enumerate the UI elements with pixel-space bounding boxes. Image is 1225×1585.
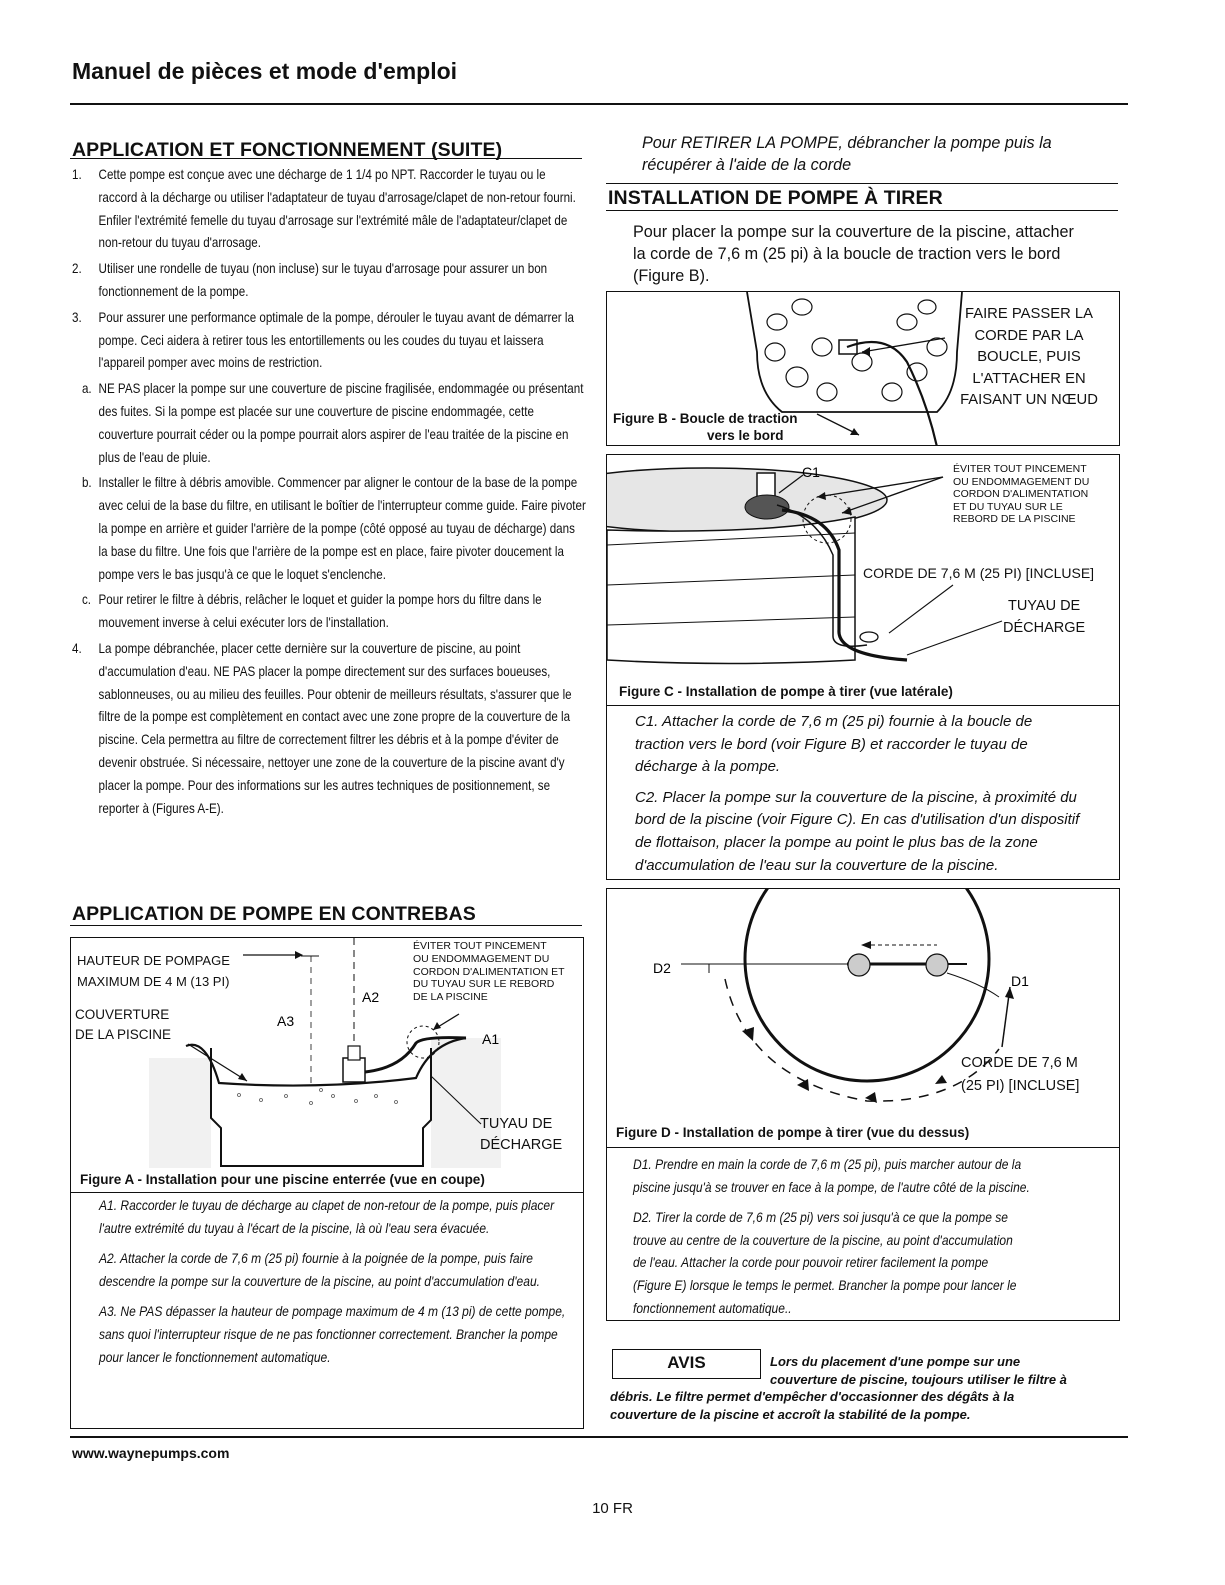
remove-pump-intro [642,132,1052,176]
pump-shape [343,1058,365,1082]
label-discharge-hose [480,1114,562,1156]
figure-c-notes [635,711,1079,877]
list-item [72,163,587,254]
list-item [72,377,587,468]
note-line: C2. Placer la pompe sur la couverture de la piscine, à proximité du [635,788,1077,806]
figure-a-box [70,937,584,1429]
label-line: CORDE PAR LA [974,327,1084,344]
label-line: FAISANT UN NŒUD [960,392,1098,408]
figure-a-notes [99,1194,584,1368]
list-item [72,588,587,634]
pump-start [926,954,948,976]
list-number: c. [81,591,91,608]
list-number: a. [81,380,92,397]
section-rule [70,158,582,159]
label-line: TUYAU DE [480,1116,553,1132]
label-rope-included [961,1052,1079,1098]
figure-d-caption: Figure D - Installation de pompe à tirer (vue du dessus) [616,1125,970,1140]
caption-line: vers le bord [707,428,784,443]
list-number: 3. [72,308,82,325]
ground-texture [149,1038,501,1168]
text-line: Pour RETIRER LA POMPE, débrancher la pompe puis la [642,134,1052,152]
section-rule [606,183,1118,184]
pool-outline-top [745,889,989,1081]
text-line: Pour placer la pompe sur la couverture de la piscine, attacher [633,223,1074,241]
figure-a-caption: Figure A - Installation pour une piscine enterrée (vue en coupe) [80,1172,485,1187]
water-dots [238,1089,398,1105]
label-line: DÉCHARGE [480,1137,563,1153]
label-line: CORDE DE 7,6 M [961,1055,1078,1071]
label-line: DE LA PISCINE [413,991,488,1004]
section-rule [70,925,582,926]
label-line: ET DU TUYAU SUR LE [953,500,1063,513]
list-item [72,471,587,585]
list-text: La pompe débranchée, placer cette dernière sur la couverture de piscine, au point d'accumulation d'eau. NE PAS placer la pompe directement sur des surfaces boueuses, sablonneuses, ou au milieu des feuilles. Pour obtenir de meilleurs résultats, s'assurer que le filtre de la pompe est complètement en contact avec une zone propre de la couverture de la piscine. Cela permettra au filtre de correctement filtrer les débris et à la pompe d'éviter de devenir obstruée. Si nécessaire, nettoyer une zone de la couverture de la piscine avant d'y placer la pompe. Pour des informations sur les autres techniques de positionnement, se reporter à (Figures A-E). [98,639,572,816]
figure-b-box [606,291,1120,446]
caption-rule [71,1192,584,1193]
label-line: CORDON D'ALIMENTATION [953,488,1089,500]
label-line: DU TUYAU SUR LE REBORD [413,978,555,991]
text-line: récupérer à l'aide de la corde [642,156,852,174]
caption-line: Figure B - Boucle de traction [613,411,798,426]
list-text: Pour assurer une performance optimale de la pompe, dérouler le tuyau avant de démarrer la pompe. Ceci aidera à retirer tous les entortillements ou les coudes du tuyau et laissera l'appareil pomper avec moins de restriction. [98,308,574,371]
note-a3: A3. Ne PAS dépasser la hauteur de pompage maximum de 4 m (13 pi) de cette pompe, sans quoi l'interrupteur risque de ne pas fonctionner correctement. Brancher la pompe pour lancer le fonctionnement automatique. [99,1303,566,1365]
label-line: FAIRE PASSER LA [964,306,1093,322]
figure-d-notes [633,1153,1115,1319]
note-line: D2. Tirer la corde de 7,6 m (25 pi) vers soi jusqu'à ce que la pompe se [633,1209,1008,1226]
callout-pass-rope [951,304,1107,412]
note-line: piscine jusqu'à se trouver en face à la pompe, de l'autre côté de la piscine. [633,1178,1030,1195]
label-pool-cover [75,1005,171,1045]
list-number: 4. [72,639,82,656]
list-item [72,257,587,303]
list-text: NE PAS placer la pompe sur une couverture de piscine fragilisée, endommagée ou présentant des fuites. Si la pompe est placée sur une couverture de piscine endommagée, cette couverture pourrait céder ou la pompe pourrait alors aspirer de l'eau traitée de la piscine en plus de l'eau de pluie. [98,380,584,465]
section-title-downhill: APPLICATION DE POMPE EN CONTREBAS [72,903,476,925]
label-line: ÉVITER TOUT PINCEMENT [953,463,1087,475]
note-a1: A1. Raccorder le tuyau de décharge au clapet de non-retour de la pompe, puis placer l'autre extrémité du tuyau à l'écart de la piscine, là où l'eau sera évacuée. [99,1197,555,1236]
figure-c-caption: Figure C - Installation de pompe à tirer (vue latérale) [619,684,953,699]
label-line: (25 PI) [INCLUSE] [961,1078,1080,1094]
note-line: de flottaison, placer la pompe au point le plus bas de la zone [635,833,1038,851]
note-line: traction vers le bord (voir Figure B) et raccorder le tuyau de [635,735,1028,753]
label-line: MAXIMUM DE 4 M (13 PI) [77,974,230,989]
label-a1: A1 [482,1031,500,1047]
notice-line: débris. Le filtre permet d'empêcher d'occasionner des dégâts à la [610,1389,1015,1404]
note-line: d'accumulation de l'eau sur la couverture de la piscine. [635,856,999,874]
note-line: trouve au centre de la couverture de la piscine, au point d'accumulation [633,1231,1013,1248]
list-text: Utiliser une rondelle de tuyau (non incluse) sur le tuyau d'arrosage pour assurer un bon fonctionnement de la pompe. [98,260,548,299]
label-discharge-hose [1003,595,1085,639]
label-a3: A3 [277,1013,295,1029]
label-line: ÉVITER TOUT PINCEMENT [413,940,547,952]
document-title: Manuel de pièces et mode d'emploi [72,58,458,84]
text-line: la corde de 7,6 m (25 pi) à la boucle de traction vers le bord [633,245,1061,263]
notice-text-top [770,1353,1067,1388]
label-rope-included: CORDE DE 7,6 M (25 PI) [INCLUSE] [863,565,1095,581]
list-number: 2. [72,260,82,277]
note-line: bord de la piscine (voir Figure C). En cas d'utilisation d'un dispositif [635,811,1080,829]
label-line: COUVERTURE [75,1007,170,1022]
label-a2: A2 [362,989,380,1005]
list-item [72,306,587,374]
label-avoid-pinch [413,940,565,1004]
section-title-pull-install: INSTALLATION DE POMPE À TIRER [608,187,943,209]
notice-label: AVIS [612,1349,761,1379]
figure-d-box [606,888,1120,1321]
list-number: 1. [72,166,82,182]
note-line: D1. Prendre en main la corde de 7,6 m (25 pi), puis marcher autour de la [633,1156,1022,1172]
figure-c-box [606,454,1120,880]
website-link[interactable]: www.waynepumps.com [72,1445,230,1461]
note-line: de l'eau. Attacher la corde pour pouvoir retirer facilement la pompe [633,1254,989,1271]
operation-list [72,163,587,819]
label-c1: C1 [802,464,820,480]
label-line: OU ENDOMMAGEMENT DU [413,952,550,965]
list-text: Cette pompe est conçue avec une décharge de 1 1/4 po NPT. Raccorder le tuyau ou le raccord à la décharge ou utiliser l'adaptateur de tuyau d'arrosage/clapet de non-retour fourni. Enfiler l'extrémité femelle du tuyau d'arrosage sur l'extrémité mâle de l'adaptateur/clapet de non-retour du tuyau d'arrosage. [98,166,576,251]
note-line: (Figure E) lorsque le temps le permet. Brancher la pompe pour lancer le [633,1276,1017,1293]
section-title-operation: APPLICATION ET FONCTIONNEMENT (SUITE) [72,139,503,161]
label-line: DÉCHARGE [1003,620,1086,636]
caption-rule [607,705,1120,706]
label-line: CORDON D'ALIMENTATION ET [413,965,565,978]
notice-line: couverture de la piscine et accroît la stabilité de la pompe. [610,1406,971,1422]
note-line: fonctionnement automatique.. [633,1299,792,1316]
label-avoid-pinch [953,463,1089,526]
list-number: b. [81,474,92,491]
header-rule [70,103,1128,105]
notice-text-bottom [610,1388,1014,1423]
label-d2: D2 [653,960,671,976]
pull-install-text [633,221,1074,287]
label-d1: D1 [1011,973,1029,989]
label-line: OU ENDOMMAGEMENT DU [953,475,1090,488]
notice-line: Lors du placement d'une pompe sur une [770,1354,1021,1369]
label-line: BOUCLE, PUIS [977,349,1081,365]
pool-cover [186,1038,466,1086]
page-number: 10 FR [592,1500,633,1517]
note-line: décharge à la pompe. [635,758,781,776]
list-text: Installer le filtre à débris amovible. Commencer par aligner le contour de la base de la pompe avec celui de la base du filtre, en utilisant le boîtier de l'interrupteur comme guide. Faire pivoter la pompe en arrière et guider l'arrière de la pompe (côté opposé au tuyau de décharge) dans la base du filtre. Une fois que l'arrière de la pompe est en place, faire pivoter doucement la pompe vers le bas jusqu'à ce que le loquet s'enclenche. [98,474,586,582]
caption-rule [607,1147,1120,1148]
list-item [72,637,587,819]
section-rule [606,210,1118,211]
list-text: Pour retirer le filtre à débris, relâcher le loquet et guider la pompe hors du filtre dans le mouvement inverse à celui exécuter lors de l'installation. [98,591,542,631]
notice-line: couverture de piscine, toujours utiliser le filtre à [770,1371,1067,1387]
label-line: TUYAU DE [1007,598,1081,614]
label-max-head [77,950,230,992]
pool-wall [211,1048,431,1166]
label-line: HAUTEUR DE POMPAGE [77,953,230,968]
pump-pulled [848,954,870,976]
label-line: DE LA PISCINE [75,1027,172,1042]
text-line: (Figure B). [633,267,710,285]
figure-b-caption [613,410,798,444]
label-line: L'ATTACHER EN [972,370,1086,387]
note-line: C1. Attacher la corde de 7,6 m (25 pi) fournie à la boucle de [635,713,1033,730]
label-line: REBORD DE LA PISCINE [953,513,1076,525]
footer-rule [70,1436,1128,1438]
note-a2: A2. Attacher la corde de 7,6 m (25 pi) fournie à la poignée de la pompe, puis faire descendre la pompe sur la couverture de la piscine, au point d'accumulation d'eau. [99,1250,540,1289]
